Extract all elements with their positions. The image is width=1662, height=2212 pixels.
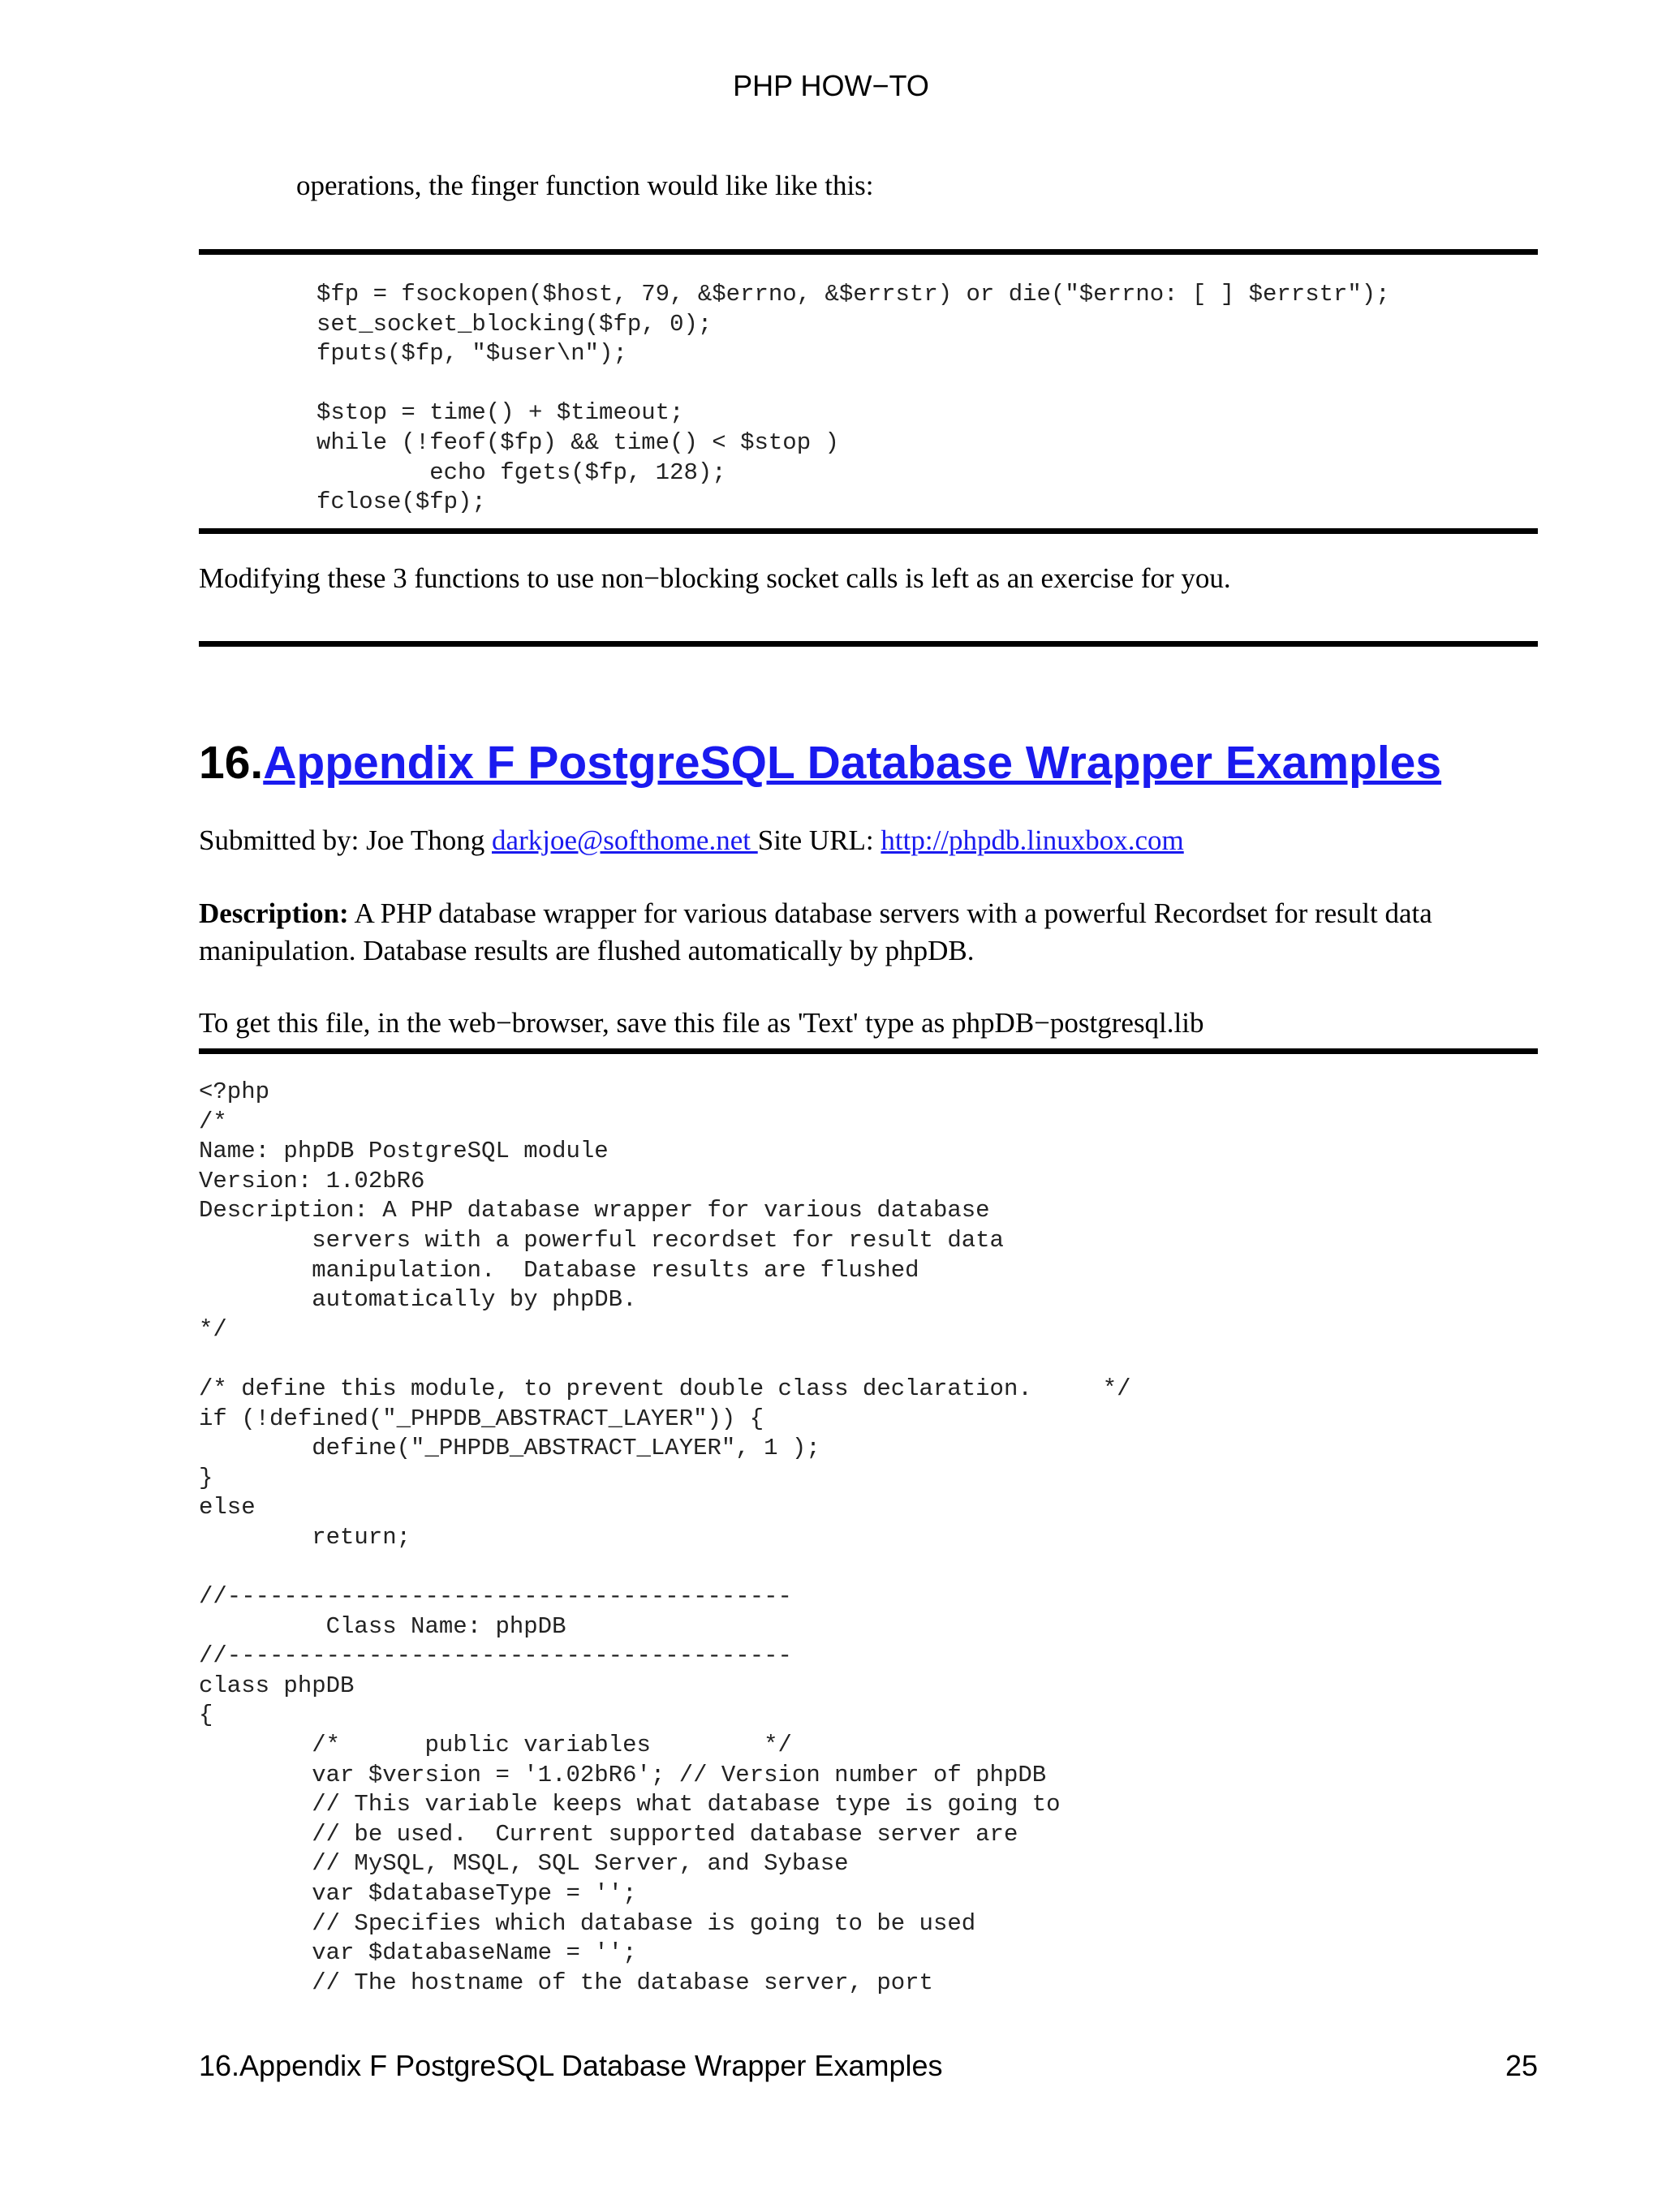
section-number: 16.: [199, 737, 264, 789]
description-text-1: A PHP database wrapper for various database servers with a powerful Recordset for result data: [348, 897, 1432, 929]
submitted-prefix: Submitted by: Joe Thong: [199, 824, 493, 856]
description-line-1: [199, 895, 1432, 932]
section-title-link[interactable]: Appendix F PostgreSQL Database Wrapper Examples: [263, 737, 1442, 789]
section-divider-rule: [199, 641, 1538, 647]
intro-text: operations, the finger function would like like this:: [296, 170, 874, 201]
code-block-1-bottom-rule: [199, 528, 1538, 534]
code-block-1: $fp = fsockopen($host, 79, &$errno, &$errstr) or die("$errno: [ ] $errstr"); set_socket_blocking($fp, 0); fputs($fp, "$user\n"); $stop = time() + $timeout; while (!feof($fp) && time() < $stop ) echo fgets($fp, 128); fclose($fp);: [316, 281, 1390, 516]
running-header: PHP HOW−TO: [733, 69, 929, 102]
exercise-text: Modifying these 3 functions to use non−blocking socket calls is left as an exercise for you.: [199, 562, 1231, 594]
site-label: Site URL:: [757, 824, 881, 856]
submitted-line: [199, 822, 1184, 859]
description-label: Description:: [199, 897, 349, 929]
section-heading: [199, 734, 1441, 791]
email-link[interactable]: darkjoe@softhome.net: [492, 824, 758, 856]
site-url-link[interactable]: http://phpdb.linuxbox.com: [881, 824, 1184, 856]
code-block-2-top-rule: [199, 1048, 1538, 1054]
code-block-1-top-rule: [199, 249, 1538, 255]
footer-page-number: 25: [1505, 2049, 1538, 2082]
get-file-text: To get this file, in the web−browser, save this file as 'Text' type as phpDB−postgresql.lib: [199, 1007, 1204, 1039]
footer-chapter-title: 16.Appendix F PostgreSQL Database Wrapper Examples: [199, 2049, 943, 2082]
code-block-2: <?php /* Name: phpDB PostgreSQL module Version: 1.02bR6 Description: A PHP database wrapper for various database servers with a powerful recordset for result data manipulation. Database results are flushed automatically by phpDB. */ /* define this module, to prevent double class declaration. */ if (!defined("_PHPDB_ABSTRACT_LAYER")) { define("_PHPDB_ABSTRACT_LAYER", 1 ); } else return; //---------------------------------------- Class Name: phpDB //---------------------------------------- class phpDB { /* public variables */ var $version = '1.02bR6'; // Version number of phpDB // This variable keeps what database type is going to // be used. Current supported database server are // MySQL, MSQL, SQL Server, and Sybase var $databaseType = ''; // Specifies which database is going to be used var $databaseName = ''; // The hostname of the database server, port: [199, 1078, 1131, 1996]
description-line-2: manipulation. Database results are flushed automatically by phpDB.: [199, 935, 975, 966]
